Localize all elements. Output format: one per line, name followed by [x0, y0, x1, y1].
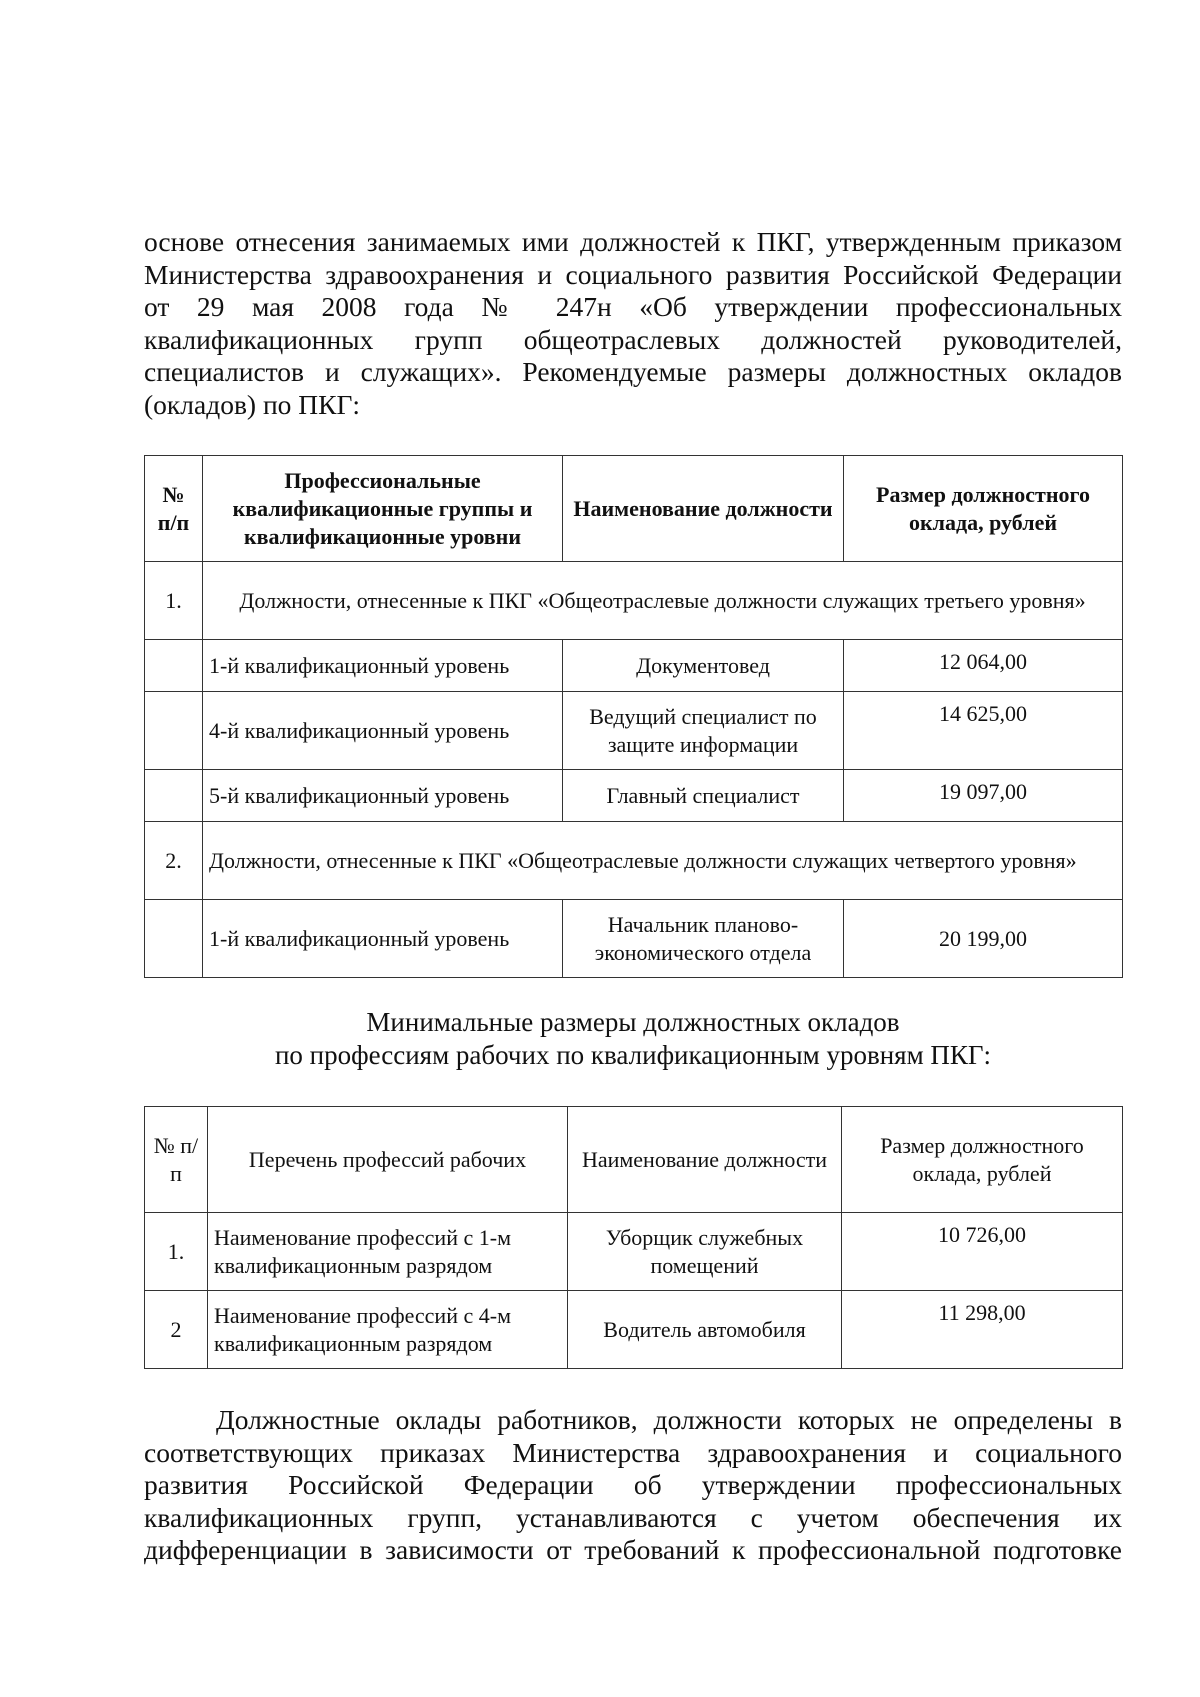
table-row [145, 692, 1123, 770]
pkg-salary-table [144, 455, 1123, 978]
header-salary: Размер должностного оклада, рублей [844, 456, 1123, 562]
header-profession: Перечень профессий рабочих [208, 1107, 568, 1213]
header-position: Наименование должности [563, 456, 844, 562]
row-profession: Наименование профессий с 1-м квалификационным разрядом [208, 1213, 568, 1291]
header-group: Профессиональные квалификационные группы и квалификационные уровни [203, 456, 563, 562]
section-row [145, 822, 1123, 900]
outro-line: соответствующих приказах Министерства здравоохранения и социального [144, 1436, 1122, 1468]
header-num: № п/п [145, 1107, 208, 1213]
intro-line: специалистов и служащих». Рекомендуемые размеры должностных окладов [144, 356, 1122, 388]
row-salary: 12 064,00 [844, 640, 1123, 692]
outro-line: Должностные оклады работников, должности которых не определены в [216, 1404, 1122, 1435]
row-profession: Наименование профессий с 4-м квалификационным разрядом [208, 1291, 568, 1369]
section-num: 2. [145, 822, 203, 900]
row-num: 1. [145, 1213, 208, 1291]
table-row [145, 1213, 1123, 1291]
section-row [145, 562, 1123, 640]
outro-line: квалификационных групп, устанавливаются с учетом обеспечения их [144, 1501, 1122, 1533]
outro-line: развития Российской Федерации об утверждении профессиональных [144, 1469, 1122, 1501]
intro-line: от 29 мая 2008 года № 247н «Об утверждении профессиональных [144, 291, 1122, 323]
section-title: Должности, отнесенные к ПКГ «Общеотраслевые должности служащих третьего уровня» [203, 562, 1123, 640]
section-num: 1. [145, 562, 203, 640]
header-salary: Размер должностного оклада, рублей [842, 1107, 1123, 1213]
row-salary: 11 298,00 [842, 1291, 1123, 1369]
row-position: Водитель автомобиля [568, 1291, 842, 1369]
row-salary: 14 625,00 [844, 692, 1123, 770]
heading-line: по профессиям рабочих по квалификационным уровням ПКГ: [274, 1040, 992, 1070]
row-salary: 19 097,00 [844, 770, 1123, 822]
table-row [145, 900, 1123, 978]
section-heading [144, 1006, 1122, 1072]
intro-line: (окладов) по ПКГ: [144, 388, 361, 420]
row-salary: 10 726,00 [842, 1213, 1123, 1291]
table-header-row [145, 1107, 1123, 1213]
row-num [145, 640, 203, 692]
row-level: 1-й квалификационный уровень [203, 640, 563, 692]
row-position: Главный специалист [563, 770, 844, 822]
row-salary: 20 199,00 [844, 900, 1123, 978]
workers-salary-table [144, 1106, 1123, 1369]
table-row [145, 1291, 1123, 1369]
table-row [145, 770, 1123, 822]
row-num [145, 900, 203, 978]
intro-line: основе отнесения занимаемых ими должностей к ПКГ, утвержденным приказом [144, 226, 1122, 257]
row-position: Ведущий специалист по защите информации [563, 692, 844, 770]
row-num: 2 [145, 1291, 208, 1369]
row-position: Документовед [563, 640, 844, 692]
row-position: Уборщик служебных помещений [568, 1213, 842, 1291]
row-level: 1-й квалификационный уровень [203, 900, 563, 978]
intro-paragraph [144, 226, 1122, 422]
row-level: 4-й квалификационный уровень [203, 692, 563, 770]
table-row [145, 640, 1123, 692]
outro-paragraph [144, 1404, 1122, 1567]
intro-line: Министерства здравоохранения и социального развития Российской Федерации [144, 258, 1122, 290]
row-num [145, 770, 203, 822]
table-header-row [145, 456, 1123, 562]
row-level: 5-й квалификационный уровень [203, 770, 563, 822]
row-position: Начальник планово-экономического отдела [563, 900, 844, 978]
header-position: Наименование должности [568, 1107, 842, 1213]
heading-line: Минимальные размеры должностных окладов [366, 1007, 900, 1037]
header-num: № п/п [145, 456, 203, 562]
outro-line: дифференциации в зависимости от требований к профессиональной подготовке [144, 1534, 1122, 1566]
section-title: Должности, отнесенные к ПКГ «Общеотраслевые должности служащих четвертого уровня» [203, 822, 1123, 900]
intro-line: квалификационных групп общеотраслевых должностей руководителей, [144, 323, 1122, 355]
row-num [145, 692, 203, 770]
